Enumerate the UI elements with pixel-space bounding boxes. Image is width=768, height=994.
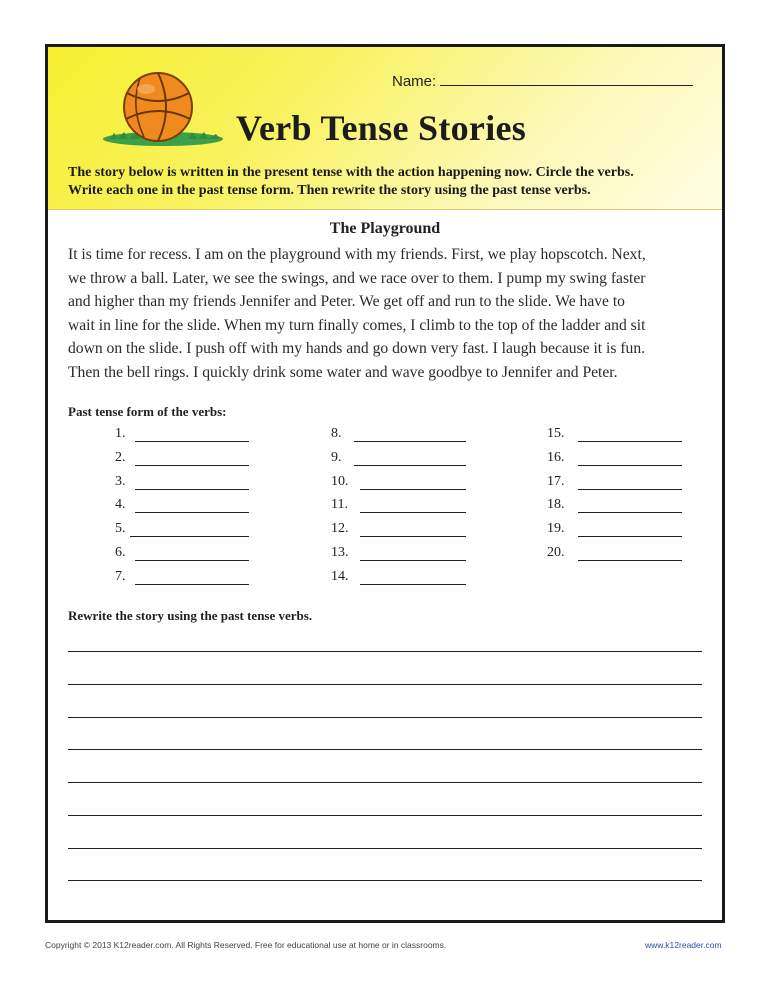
writing-line[interactable] — [68, 880, 702, 881]
verb-number: 15. — [547, 426, 565, 441]
verb-blank[interactable] — [547, 426, 687, 444]
answer-line[interactable] — [578, 441, 682, 442]
verb-number: 20. — [547, 545, 565, 560]
worksheet-header — [48, 47, 722, 210]
verb-number: 10. — [331, 474, 349, 489]
verb-number: 19. — [547, 521, 565, 536]
verb-blank[interactable] — [115, 426, 255, 444]
verb-number: 13. — [331, 545, 349, 560]
verb-blank[interactable] — [547, 545, 687, 563]
verb-blank[interactable] — [115, 521, 255, 539]
story-line: Then the bell rings. I quickly drink some water and wave goodbye to Jennifer and Peter. — [68, 363, 618, 381]
verb-blank[interactable] — [331, 569, 471, 587]
verb-number: 3. — [115, 474, 126, 489]
verb-blank[interactable] — [331, 474, 471, 492]
answer-line[interactable] — [135, 489, 249, 490]
verb-number: 4. — [115, 497, 126, 512]
verb-number: 9. — [331, 450, 342, 465]
verb-blank[interactable] — [115, 545, 255, 563]
answer-line[interactable] — [578, 489, 682, 490]
writing-line[interactable] — [68, 717, 702, 718]
rewrite-section-label: Rewrite the story using the past tense verbs. — [68, 608, 313, 623]
verb-blank[interactable] — [547, 497, 687, 515]
verb-number: 7. — [115, 569, 126, 584]
verbs-section-label: Past tense form of the verbs: — [68, 404, 227, 419]
answer-line[interactable] — [135, 465, 249, 466]
answer-line[interactable] — [354, 441, 466, 442]
answer-line[interactable] — [135, 584, 249, 585]
answer-line[interactable] — [360, 512, 466, 513]
verb-number: 17. — [547, 474, 565, 489]
verb-blank[interactable] — [115, 474, 255, 492]
basketball-icon — [100, 69, 226, 149]
answer-line[interactable] — [578, 512, 682, 513]
verb-number: 8. — [331, 426, 342, 441]
writing-line[interactable] — [68, 749, 702, 750]
verb-blank[interactable] — [331, 450, 471, 468]
answer-line[interactable] — [360, 584, 466, 585]
verb-number: 18. — [547, 497, 565, 512]
answer-line[interactable] — [578, 536, 682, 537]
answer-line[interactable] — [354, 465, 466, 466]
story-line: and higher than my friends Jennifer and Peter. We get off and run to the slide. We have to — [68, 293, 625, 310]
story-line: we throw a ball. Later, we see the swings, and we race over to them. I pump my swing faster — [68, 269, 646, 287]
website-link[interactable]: www.k12reader.com — [645, 940, 722, 950]
verb-number: 12. — [331, 521, 349, 536]
verb-number: 14. — [331, 569, 349, 584]
answer-line[interactable] — [578, 560, 682, 561]
worksheet — [45, 44, 725, 923]
answer-line[interactable] — [135, 441, 249, 442]
verb-blank[interactable] — [331, 521, 471, 539]
name-label: Name: — [392, 73, 437, 90]
story-line: wait in line for the slide. When my turn finally comes, I climb to the top of the ladder and sit — [68, 316, 646, 334]
verb-blank[interactable] — [331, 497, 471, 515]
writing-line[interactable] — [68, 848, 702, 849]
story-title: The Playground — [329, 220, 441, 237]
name-line[interactable] — [440, 73, 693, 86]
answer-line[interactable] — [578, 465, 682, 466]
verb-number: 5. — [115, 521, 126, 536]
verb-blank[interactable] — [547, 521, 687, 539]
answer-line[interactable] — [360, 489, 466, 490]
instructions-line: Write each one in the past tense form. Then rewrite the story using the past tense verbs. — [68, 183, 591, 198]
verb-blank[interactable] — [331, 545, 471, 563]
answer-line[interactable] — [360, 536, 466, 537]
story-line: It is time for recess. I am on the playground with my friends. First, we play hopscotch. Next, — [68, 246, 646, 263]
instructions — [68, 164, 708, 200]
writing-line[interactable] — [68, 815, 702, 816]
verb-blank[interactable] — [115, 450, 255, 468]
worksheet-title: Verb Tense Stories — [236, 108, 527, 148]
verb-number: 11. — [331, 497, 348, 512]
verb-number: 2. — [115, 450, 126, 465]
answer-line[interactable] — [135, 560, 249, 561]
writing-line[interactable] — [68, 651, 702, 652]
writing-line[interactable] — [68, 782, 702, 783]
answer-line[interactable] — [130, 536, 249, 537]
verb-blank[interactable] — [115, 497, 255, 515]
answer-line[interactable] — [135, 512, 249, 513]
writing-line[interactable] — [68, 684, 702, 685]
name-field[interactable] — [392, 73, 693, 90]
answer-line[interactable] — [360, 560, 466, 561]
verb-blank[interactable] — [547, 450, 687, 468]
verb-blank[interactable] — [115, 569, 255, 587]
verb-blank[interactable] — [547, 474, 687, 492]
copyright-notice: Copyright © 2013 K12reader.com. All Rights Reserved. Free for educational use at home or in classrooms. — [45, 940, 447, 950]
verb-number: 6. — [115, 545, 126, 560]
verb-number: 16. — [547, 450, 565, 465]
story-line: down on the slide. I push off with my hands and go down very fast. I laugh because it is fun. — [68, 340, 646, 357]
instructions-line: The story below is written in the present tense with the action happening now. Circle the verbs. — [68, 165, 634, 180]
verb-blank[interactable] — [331, 426, 471, 444]
story-text — [68, 243, 708, 384]
verb-number: 1. — [115, 426, 126, 441]
